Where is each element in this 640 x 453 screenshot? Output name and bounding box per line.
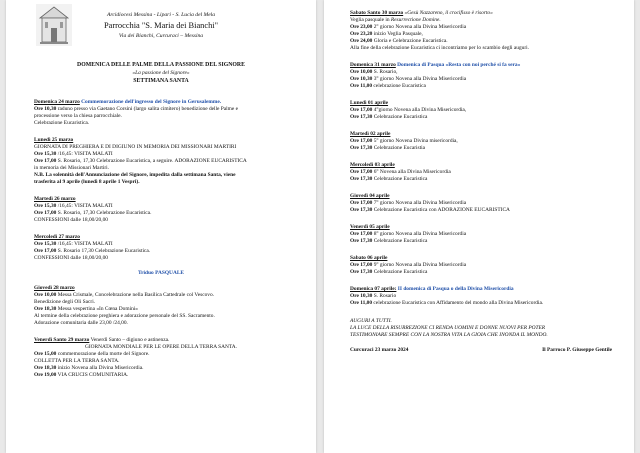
line-text: in memoria dei Missionari Martiri. [34, 165, 110, 171]
line-text: Ore 15,30 [34, 151, 57, 157]
schedule-line [34, 285, 75, 292]
line-text: Martedì 02 aprile [350, 131, 391, 137]
line-text: S. Rosario, 17,30 Celebrazione Eucaristica. [56, 210, 152, 216]
line-text: Ore 17,30 [350, 269, 373, 275]
line-text: CONFESSIONI dalle 18,00/20,00 [34, 217, 108, 223]
schedule-line [350, 169, 451, 176]
line-text: AUGURI A TUTTI. [350, 318, 392, 324]
line-text: N.B. La solennità dell'Annunciazione del Signore, impedita dalla settimana Santa, viene [34, 172, 236, 178]
line-text: Ore 17,00 [34, 158, 57, 164]
line-text: Celebrazione Eucaristia [372, 145, 426, 151]
schedule-line [350, 231, 466, 238]
schedule-line [350, 38, 448, 45]
schedule-line [34, 196, 76, 203]
line-text: Veglia pasquale in [350, 17, 391, 23]
schedule-line [350, 325, 545, 332]
line-text: Ore 10,00 [34, 292, 57, 298]
line-text: Giovedì 28 marzo [34, 285, 75, 291]
line-text: celebrazione Eucaristica [372, 83, 426, 89]
schedule-line [350, 318, 392, 325]
line-text: /16,45: VISITA MALATI [56, 241, 113, 247]
schedule-line [350, 200, 466, 207]
line-text: Ore 17,00 [350, 107, 373, 113]
schedule-line [350, 262, 466, 269]
line-text: Ore 17,00 [350, 231, 373, 237]
line-text: 8° giorno Novena alla Divina Misericordia [372, 231, 467, 237]
line-text: Ore 15,00 [34, 351, 57, 357]
schedule-line [350, 286, 514, 293]
line-text: Ore 19,00 [34, 372, 57, 378]
line-text: Celebrazione Eucaristica [372, 176, 428, 182]
line-text: Adorazione comunitaria dalle 23,00 /24,00. [34, 320, 128, 326]
line-text: Domenica 07 aprile: [350, 286, 397, 292]
schedule-line [350, 162, 395, 169]
schedule-line [350, 31, 423, 38]
schedule-line [34, 113, 122, 120]
line-text: Venerdì 05 aprile [350, 224, 390, 230]
line-text: Venerdì Santo – digiuno e astinenza. [89, 337, 170, 343]
schedule-line [350, 10, 493, 17]
line-text: processione verso la chiesa parrocchiale. [34, 113, 122, 119]
line-text: Ore 17,00 [350, 200, 373, 206]
line-text: Ore 17,00 [350, 262, 373, 268]
schedule-line [6, 344, 316, 351]
line-text: Ore 11,00 [350, 300, 373, 306]
line-text: trasferita al 9 aprile (lunedì 8 aprile 1 Vespri). [34, 179, 140, 185]
line-text: Celebrazione Eucaristica [372, 238, 428, 244]
schedule-line [350, 269, 427, 276]
line-text: Messa vespertina «In Cœna Domini» [56, 306, 138, 312]
schedule-line [34, 337, 169, 344]
line-text: Ore 17,30 [350, 238, 373, 244]
line-text: S. Rosario 17,30 Celebrazione Eucaristica. [56, 248, 151, 254]
schedule-line [350, 332, 548, 339]
line-text: Mercoledì 03 aprile [350, 162, 395, 168]
schedule-line [34, 106, 238, 113]
schedule-line [350, 238, 427, 245]
line-text: Ore 17,00 [350, 169, 373, 175]
schedule-line [350, 24, 466, 31]
schedule-line [350, 207, 510, 214]
line-text: Ore 10,30 [34, 106, 57, 112]
week-title: SETTIMANA SANTA [133, 78, 189, 84]
line-text: Martedì 26 marzo [34, 196, 76, 202]
line-text: /16,45: VISITA MALATI [56, 203, 113, 209]
line-text: 7° giorno Novena alla Divina Misericordia [372, 200, 467, 206]
schedule-line [34, 137, 73, 144]
left-schedule [6, 0, 316, 453]
schedule-line [34, 351, 149, 358]
line-text: Ore 17,00 [34, 248, 57, 254]
line-text: Ore 24,00 [350, 38, 373, 44]
schedule-line [34, 179, 140, 186]
line-text: Ore 18,30 [34, 365, 57, 371]
line-text: 4°giorno Novena alla Divina Misericordia, [372, 107, 467, 113]
schedule-line [350, 224, 390, 231]
schedule-line [350, 255, 387, 262]
line-text: inizio Veglia Pasquale, [372, 31, 423, 37]
line-text: Ore 17,30 [350, 176, 373, 182]
line-text: Ore 23,20 [350, 31, 373, 37]
schedule-line [34, 313, 215, 320]
page-subtitle: «La passione del Signore» [132, 70, 190, 76]
line-text: CONFESSIONI dalle 18,00/20,00 [34, 255, 108, 261]
line-text: Domenica 24 marzo [34, 99, 80, 105]
line-text: COLLETTA PER LA TERRA SANTA. [34, 358, 120, 364]
line-text: S. Rosario, 17,30 Celebrazione Eucaristica, a seguire. ADORAZIONE EUCARISTICA [56, 158, 247, 164]
schedule-line [34, 358, 119, 365]
line-text: Gloria e Celebrazione Eucaristica. [372, 38, 448, 44]
parish-address: Via dei Bianchi, Curcuraci – Messina [118, 33, 204, 39]
schedule-line [350, 138, 458, 145]
line-text: Lunedì 01 aprile [350, 100, 389, 106]
schedule-line [34, 165, 109, 172]
schedule-line [350, 45, 529, 52]
schedule-line [34, 203, 113, 210]
line-text: Ore 23,00 [350, 24, 373, 30]
line-text: Ore 10,00 [350, 69, 373, 75]
line-text: raduno presso via Gaetano Corsini (largo salita cimitero) benedizione delle Palme e [56, 106, 238, 112]
schedule-line [34, 210, 151, 217]
schedule-line [350, 193, 390, 200]
line-text: Commemorazione dell'ingresso del Signore in Gerusalemme. [79, 99, 222, 105]
line-text: Celebrazione Eucaristica [372, 114, 428, 120]
schedule-line [350, 293, 396, 300]
schedule-line [34, 306, 138, 313]
line-text: Ore 17,30 [350, 207, 373, 213]
line-text: Benedizione degli Oli Sacri. [34, 299, 96, 305]
schedule-line [350, 83, 426, 90]
line-text: 5° giorno Novena Divina misericordia, [372, 138, 458, 144]
page-title: DOMENICA DELLE PALME DELLA PASSIONE DEL SIGNORE [77, 62, 245, 68]
schedule-line [34, 217, 108, 224]
schedule-line [34, 372, 128, 379]
line-text: Ore 11,00 [350, 83, 373, 89]
line-text: Ore 10,30 [350, 293, 373, 299]
line-text: Ore 17,00 [350, 138, 373, 144]
line-text: celebrazione Eucaristica con Affidamento del mondo alla Divina Misericordia. [372, 300, 544, 306]
line-text: Celebrazione Eucaristica. [34, 120, 90, 126]
line-text: /16,45: VISITA MALATI [56, 151, 113, 157]
line-text: Ore 10,30 [350, 76, 373, 82]
line-text: Ore 15,30 [34, 203, 57, 209]
line-text: VIA CRUCIS COMUNITARIA. [56, 372, 129, 378]
schedule-line [350, 62, 520, 69]
line-text: 2° giorno Novena alla Divina Misericordia [372, 24, 467, 30]
schedule-line [34, 144, 236, 151]
schedule-line [350, 131, 390, 138]
line-text: commemorazione della morte del Signore. [56, 351, 150, 357]
line-text: Ore 15,30 [34, 241, 57, 247]
right-page [324, 0, 634, 453]
line-text: LA LUCE DELLA RISURREZIONE CI RENDA UOMINI E DONNE NUOVI PER POTER [350, 325, 546, 331]
schedule-line [34, 320, 128, 327]
line-text: Al termine della celebrazione preghiera e adorazione personale del SS. Sacramento. [34, 313, 215, 319]
schedule-line [350, 107, 466, 114]
signature: Il Parroco P. Giuseppe Gentile [542, 347, 612, 353]
left-page [6, 0, 316, 453]
line-text: Ore 17,30 [350, 114, 373, 120]
line-text: 3° giorno Novena alla Divina Misericordia [372, 76, 467, 82]
place-date: Curcuraci 23 marzo 2024 [350, 347, 409, 353]
line-text: «Gesù Nazzareno, il crocifisso è risorto» [403, 10, 493, 16]
schedule-line [350, 114, 427, 121]
schedule-line [34, 158, 247, 165]
line-text: 9° giorno Novena alla Divina Misericordia [372, 262, 467, 268]
right-schedule [324, 0, 634, 453]
schedule-line [350, 69, 398, 76]
schedule-line [350, 76, 466, 83]
schedule-line [350, 17, 441, 24]
schedule-line [34, 241, 113, 248]
line-text: GIORNATA DI PREGHIERA E DI DIGIUNO IN MEMORIA DEI MISSIONARI MARTIRI [34, 144, 237, 150]
schedule-line [34, 120, 89, 127]
schedule-line [350, 300, 543, 307]
schedule-line [34, 299, 95, 306]
schedule-line [34, 151, 113, 158]
line-text: Celebrazione Eucaristica [372, 269, 428, 275]
line-text: Venerdì Santo 29 marzo [34, 337, 90, 343]
line-text: Alla fine della celebrazione Eucaristica ci incontriamo per lo scambio degli auguri. [350, 45, 530, 51]
line-text: Ore 17,30 [350, 145, 373, 151]
line-text: Sabato Santo 30 marzo [350, 10, 404, 16]
archdiocese-name: Arcidiocesi Messina - Lipari - S. Lucia del Mela [106, 12, 216, 18]
schedule-line [34, 292, 214, 299]
line-text: Domenica 31 marzo [350, 62, 396, 68]
line-text: S. Rosario [372, 293, 397, 299]
schedule-line [350, 145, 425, 152]
schedule-line [34, 365, 143, 372]
schedule-line [34, 248, 150, 255]
line-text: inizio Novena alla Divina Misericordia. [56, 365, 144, 371]
line-text: Messa Crismale, Concelebrazione nella Basilica Cattedrale col Vescovo. [56, 292, 215, 298]
line-text: Domenica di Pasqua «Resta con noi perché si fa sera» [395, 62, 521, 68]
schedule-line [34, 172, 235, 179]
line-text: TESTIMONIARE SEMPRE CON LA NOSTRA VITA LA GIOIA CHE INONDA IL MONDO. [350, 332, 548, 338]
schedule-line [34, 99, 221, 106]
parish-name: Parrocchia "S. Maria dei Bianchi" [103, 21, 219, 30]
schedule-line [6, 270, 316, 277]
line-text: Ore 18,30 [34, 306, 57, 312]
schedule-line [34, 255, 108, 262]
line-text: 6° Novena alla Divina Misericordia [372, 169, 451, 175]
line-text: II domenica di Pasqua o della Divina Misericordia [396, 286, 514, 292]
line-text: Celebrazione Eucaristica con ADORAZIONE EUCARISTICA [372, 207, 510, 213]
line-text: Giovedì 04 aprile [350, 193, 390, 199]
line-text: S. Rosario, [372, 69, 398, 75]
line-text: Ore 17,00 [34, 210, 57, 216]
line-text: Mercoledì 27 marzo [34, 234, 81, 240]
schedule-line [350, 100, 388, 107]
line-text: Sabato 06 aprile [350, 255, 388, 261]
schedule-line [350, 176, 427, 183]
line-text: Lunedì 25 marzo [34, 137, 74, 143]
line-text: Resurrectione Domine. [390, 17, 441, 23]
schedule-line [34, 234, 80, 241]
line-text: Triduo PASQUALE [137, 270, 185, 276]
line-text: GIORNATA MONDIALE PER LE OPERE DELLA TERRA SANTA. [84, 344, 238, 350]
